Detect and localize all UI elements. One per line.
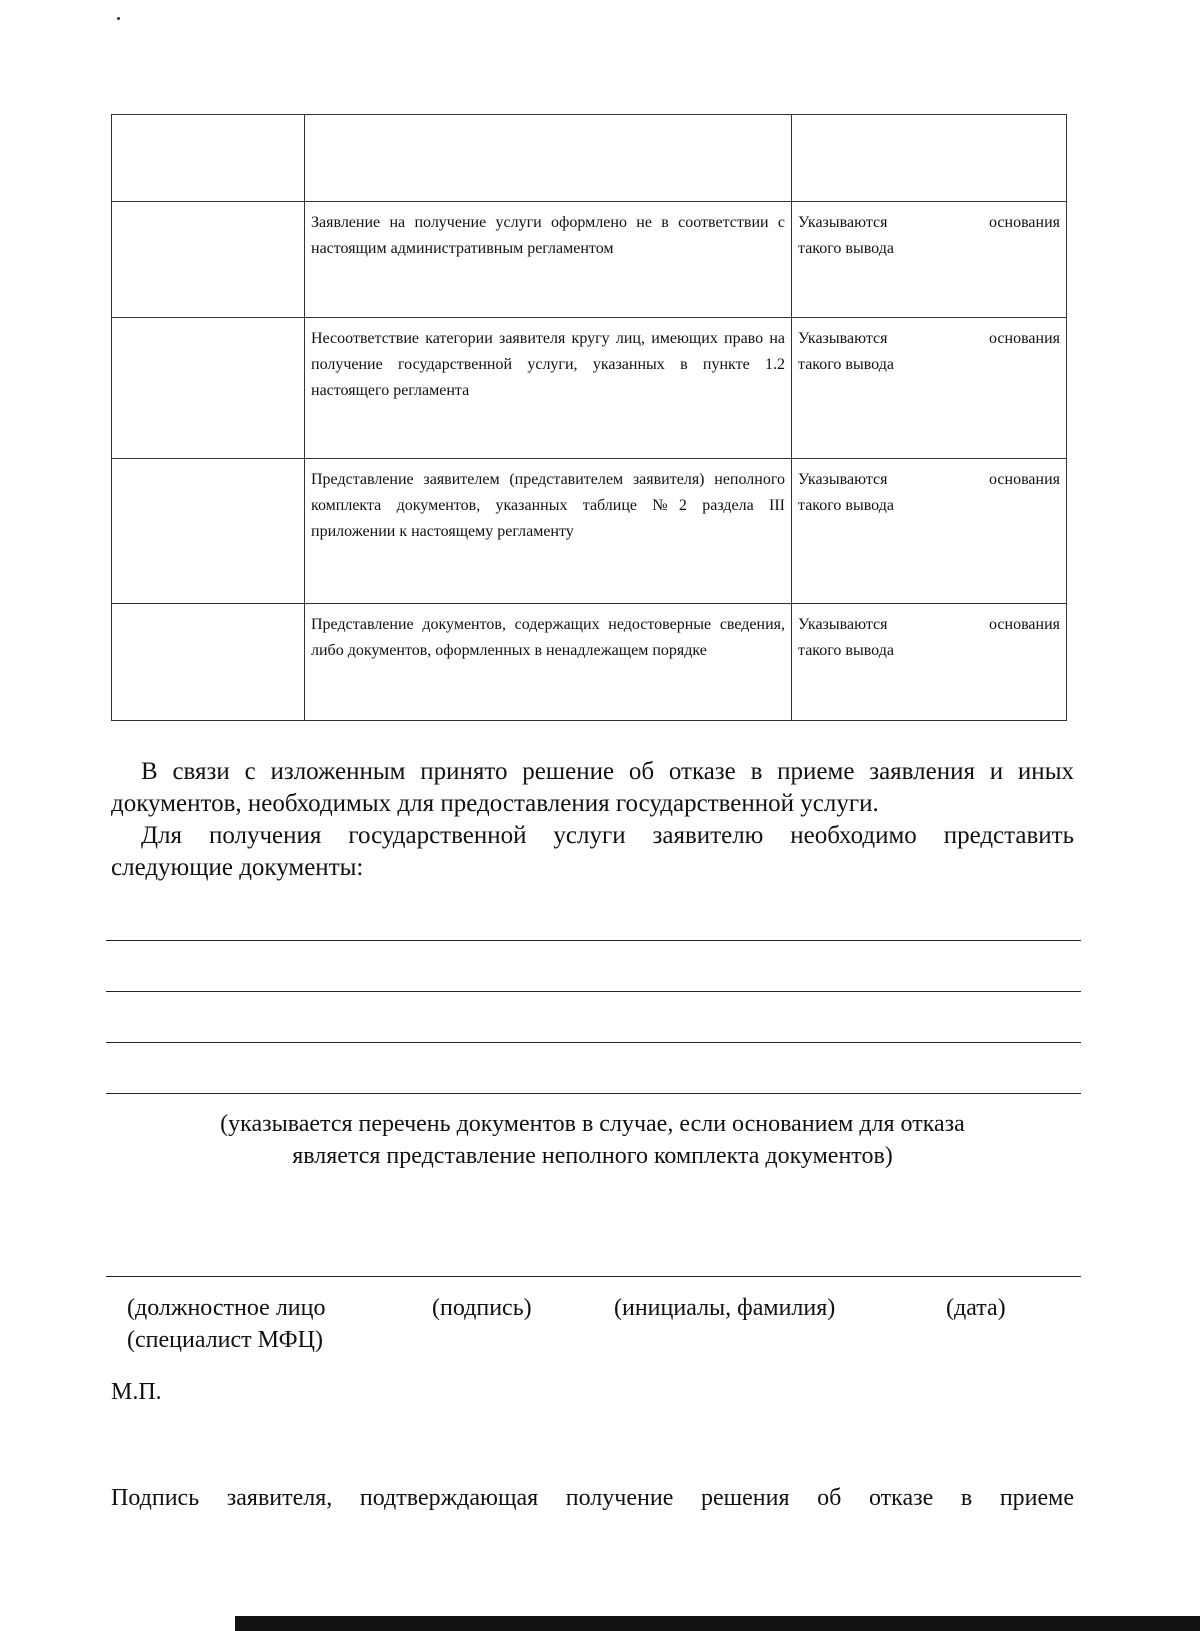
basis-word: основания bbox=[989, 616, 1060, 633]
basis-line: такого вывода bbox=[798, 497, 894, 514]
scan-speck bbox=[117, 17, 120, 20]
table-cell-reason: Заявление на получение услуги оформлено не в соответствии с настоящим административным регламентом bbox=[305, 202, 792, 318]
fill-in-line bbox=[106, 991, 1081, 992]
basis-line: такого вывода bbox=[798, 356, 894, 373]
basis-word: основания bbox=[989, 330, 1060, 347]
table-cell-basis bbox=[792, 202, 1067, 318]
table-row bbox=[112, 459, 1067, 604]
official-label-line1: (должностное лицо bbox=[127, 1295, 326, 1321]
initials-label: (инициалы, фамилия) bbox=[614, 1295, 836, 1321]
stamp-place-label: М.П. bbox=[111, 1379, 162, 1405]
table-row bbox=[112, 318, 1067, 459]
documents-note-line2: является представление неполного комплекта документов) bbox=[292, 1143, 893, 1169]
basis-word: основания bbox=[989, 214, 1060, 231]
basis-word: Указываются bbox=[798, 214, 888, 231]
basis-word: Указываются bbox=[798, 330, 888, 347]
documents-note-line1: (указывается перечень документов в случае, если основанием для отказа bbox=[220, 1111, 965, 1137]
table-row bbox=[112, 202, 1067, 318]
official-label-line2: (специалист МФЦ) bbox=[127, 1327, 323, 1353]
decision-paragraph: В связи с изложенным принято решение об отказе в приеме заявления и иных документов, необходимых для предоставления государственной услуги. bbox=[111, 758, 1074, 817]
basis-word: Указываются bbox=[798, 616, 888, 633]
table-cell-reason: Представление заявителем (представителем заявителя) неполного комплекта документов, указанных таблице №2 раздела III приложении к настоящему регламенту bbox=[305, 459, 792, 604]
table-cell-reason bbox=[305, 115, 792, 202]
table-cell-number bbox=[112, 115, 305, 202]
table-cell-reason: Несоответствие категории заявителя кругу лиц, имеющих право на получение государственной услуги, указанных в пункте 1.2 настоящего регламента bbox=[305, 318, 792, 459]
basis-word: основания bbox=[989, 471, 1060, 488]
basis-line: такого вывода bbox=[798, 642, 894, 659]
fill-in-line bbox=[106, 940, 1081, 941]
table-row bbox=[112, 115, 1067, 202]
table-cell-basis bbox=[792, 459, 1067, 604]
required-documents-paragraph: Для получения государственной услуги заявителю необходимо представить следующие документы: bbox=[111, 822, 1074, 881]
signature-label: (подпись) bbox=[432, 1295, 532, 1321]
table-cell-basis bbox=[792, 604, 1067, 721]
table-cell-basis bbox=[792, 115, 1067, 202]
fill-in-line bbox=[106, 1093, 1081, 1094]
refusal-reasons-table bbox=[111, 114, 1067, 721]
basis-word: Указываются bbox=[798, 471, 888, 488]
table-cell-number bbox=[112, 604, 305, 721]
basis-line: такого вывода bbox=[798, 240, 894, 257]
table-cell-number bbox=[112, 318, 305, 459]
applicant-signature-text: Подпись заявителя, подтверждающая получение решения об отказе в приеме bbox=[111, 1485, 1074, 1511]
table-cell-number bbox=[112, 459, 305, 604]
table-cell-basis bbox=[792, 318, 1067, 459]
date-label: (дата) bbox=[946, 1295, 1006, 1321]
table-cell-reason: Представление документов, содержащих недостоверные сведения, либо документов, оформленных в ненадлежащем порядке bbox=[305, 604, 792, 721]
signature-line bbox=[106, 1276, 1081, 1277]
fill-in-line bbox=[106, 1042, 1081, 1043]
table-cell-number bbox=[112, 202, 305, 318]
scan-edge-bar bbox=[235, 1616, 1200, 1631]
table-row bbox=[112, 604, 1067, 721]
